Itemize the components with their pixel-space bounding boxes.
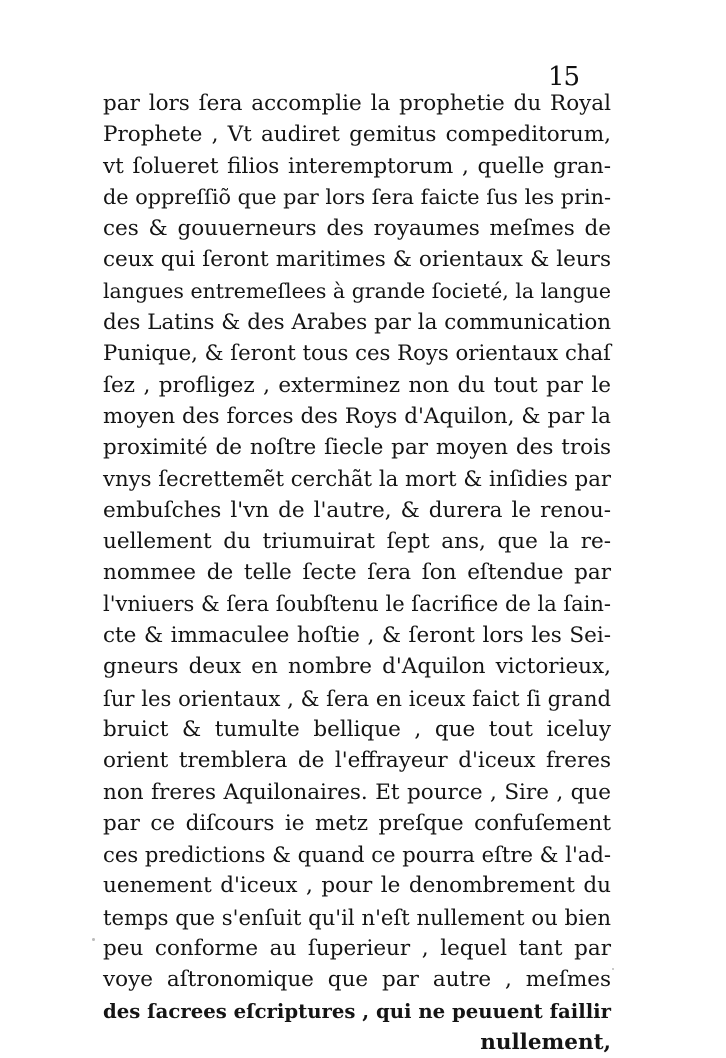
text-line: cte & immaculee hoſtie , & ſeront lors les Sei- [103,623,611,649]
text-line: temps que s'enſuit qu'il n'eſt nullement ou bien [103,904,611,930]
text-line: non freres Aquilonaires. Et pource , Sire , que [103,779,611,805]
text-line: voye aſtronomique que par autre , meſmes [103,967,611,993]
text-line: gneurs deux en nombre d'Aquilon victorieux, [103,654,611,680]
text-line: ſez , profligez , exterminez non du tout par le [103,372,611,398]
paper-speck [612,968,614,970]
text-line: embuſches l'vn de l'autre, & durera le renou- [103,497,611,523]
page-number: 15 [548,62,580,92]
text-line: vt ſolueret filios interemptorum , quelle gran- [103,153,611,179]
text-line: orient tremblera de l'effrayeur d'iceux freres [103,748,611,774]
text-line: Punique, & ſeront tous ces Roys orientaux chaſ [103,341,611,367]
paper-speck [92,938,95,941]
text-line: proximité de noſtre ſiecle par moyen des trois [103,435,611,461]
text-line: moyen des forces des Roys d'Aquilon, & par la [103,403,611,429]
text-line: nommee de telle ſecte ſera ſon eſtendue par [103,560,611,586]
text-line: uenement d'iceux , pour le denombrement du [103,873,611,899]
text-line: l'vniuers & ſera ſoubſtenu le ſacrifice de la ſain- [103,591,611,616]
body-text [103,88,611,1058]
text-line: peu conforme au ſuperieur , lequel tant par [103,936,611,962]
text-line: ceux qui ſeront maritimes & orientaux & leurs [103,247,611,273]
text-line: vnys ſecrettemẽt cerchãt la mort & inſidies par [103,466,611,492]
text-line: des ſacrees eſcriptures , qui ne peuuent faillir [103,999,611,1023]
text-line: par lors ſera accomplie la prophetie du Royal [103,91,611,116]
text-line: ces & gouuerneurs des royaumes meſmes de [103,216,611,242]
text-line: bruict & tumulte bellique , que tout iceluy [103,716,611,742]
text-line: des Latins & des Arabes par la communication [103,310,611,336]
text-line: Prophete , Vt audiret gemitus compeditorum, [103,122,611,148]
catchword-line: nullement, [480,1029,611,1055]
text-line: par ce diſcours ie metz preſque confuſement [103,810,611,836]
text-line: ces predictions & quand ce pourra eſtre & l'ad- [103,842,611,868]
text-line: uellement du triumuirat ſept ans, que la re- [103,529,611,555]
text-line: de oppreſſiõ que par lors ſera faicte ſus les prin- [103,184,611,209]
text-line: langues entremeſlees à grande ſocieté, la langue [103,278,611,303]
text-line: ſur les orientaux , & ſera en iceux faict ſi grand [103,685,611,711]
